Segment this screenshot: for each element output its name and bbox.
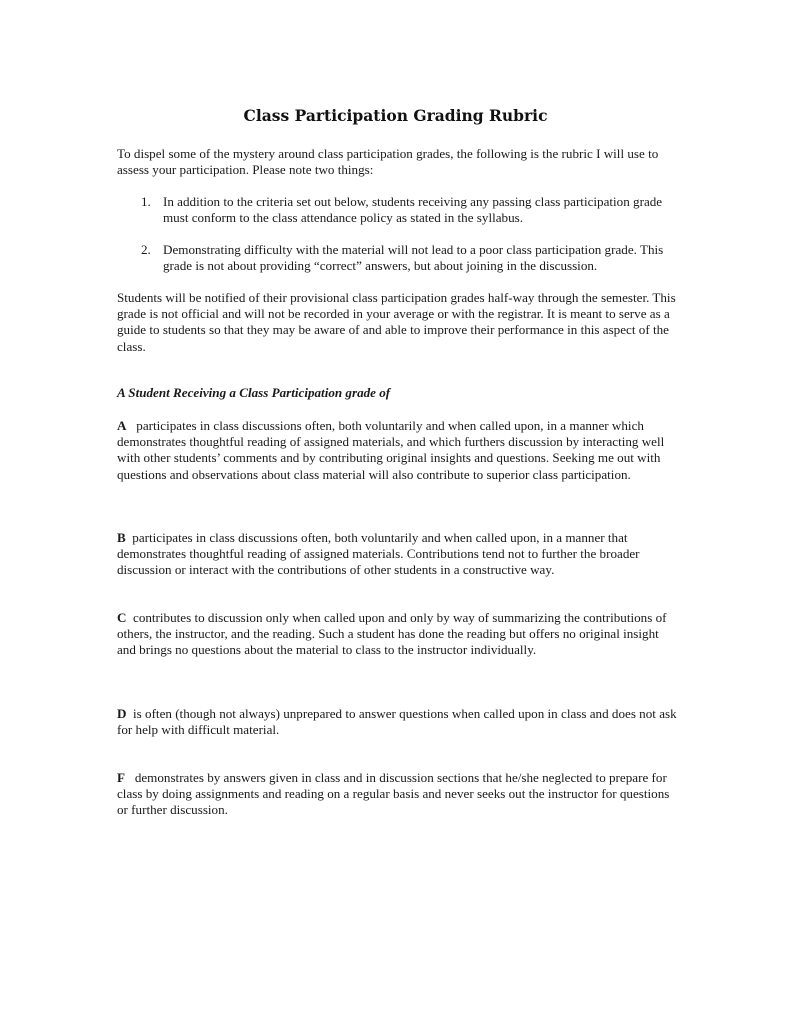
grade-d-text: is often (though not always) unprepared to answer questions when called upon in class and does not ask for help with difficult material. [117,706,677,738]
intro-paragraph: To dispel some of the mystery around class participation grades, the following is the rubric I will use to assess your participation. Please note two things: [117,146,659,178]
note-number-1: 1. [141,194,151,209]
grade-c-description [117,610,677,659]
grade-b-letter: B [117,530,126,545]
grade-a-letter: A [117,418,127,433]
grade-f-description [117,770,677,819]
note-item-1 [117,194,677,226]
grade-a-description [117,418,677,483]
grade-b-description [117,530,677,579]
note-text-2: Demonstrating difficulty with the material will not lead to a poor class participation grade. This grade is not about providing “correct” answers, but about joining in the discussion. [163,242,664,274]
note-item-2 [117,242,677,274]
notification-paragraph: Students will be notified of their provisional class participation grades half-way through the semester. This grade is not official and will not be recorded in your average or with the registrar. It is meant to serve as a guide to students so that they may be aware of and able to improve their performance in this aspect of the class. [117,290,676,354]
grade-f-letter: F [117,770,125,785]
document-title: Class Participation Grading Rubric [243,106,548,125]
grade-d-letter: D [117,706,127,721]
grade-c-text: contributes to discussion only when called upon and only by way of summarizing the contributions of others, the instructor, and the reading. Such a student has done the reading but offers no original insight and brings no questions about the material to class to the instructor individually. [117,610,667,658]
grade-c-letter: C [117,610,127,625]
note-text-1: In addition to the criteria set out below, students receiving any passing class participation grade must conform to the class attendance policy as stated in the syllabus. [163,194,663,226]
grade-f-text: demonstrates by answers given in class and in discussion sections that he/she neglected to prepare for class by doing assignments and reading on a regular basis and never seeks out the instructor for questions or further discussion. [117,770,670,818]
section-heading: A Student Receiving a Class Participation grade of [117,385,391,400]
grade-a-text: participates in class discussions often, both voluntarily and when called upon, in a manner which demonstrates thoughtful reading of assigned materials, and which furthers discussion by interacting well with other students’ comments and by contributing original insights and questions. Seeking me out with questions and observations about class material will also contribute to superior class participation. [117,418,665,482]
grade-b-text: participates in class discussions often, both voluntarily and when called upon, in a manner that demonstrates thoughtful reading of assigned materials. Contributions tend not to further the broader discussion or interact with the contributions of other students in a constructive way. [117,530,640,578]
note-number-2: 2. [141,242,151,257]
grade-d-description [117,706,677,738]
